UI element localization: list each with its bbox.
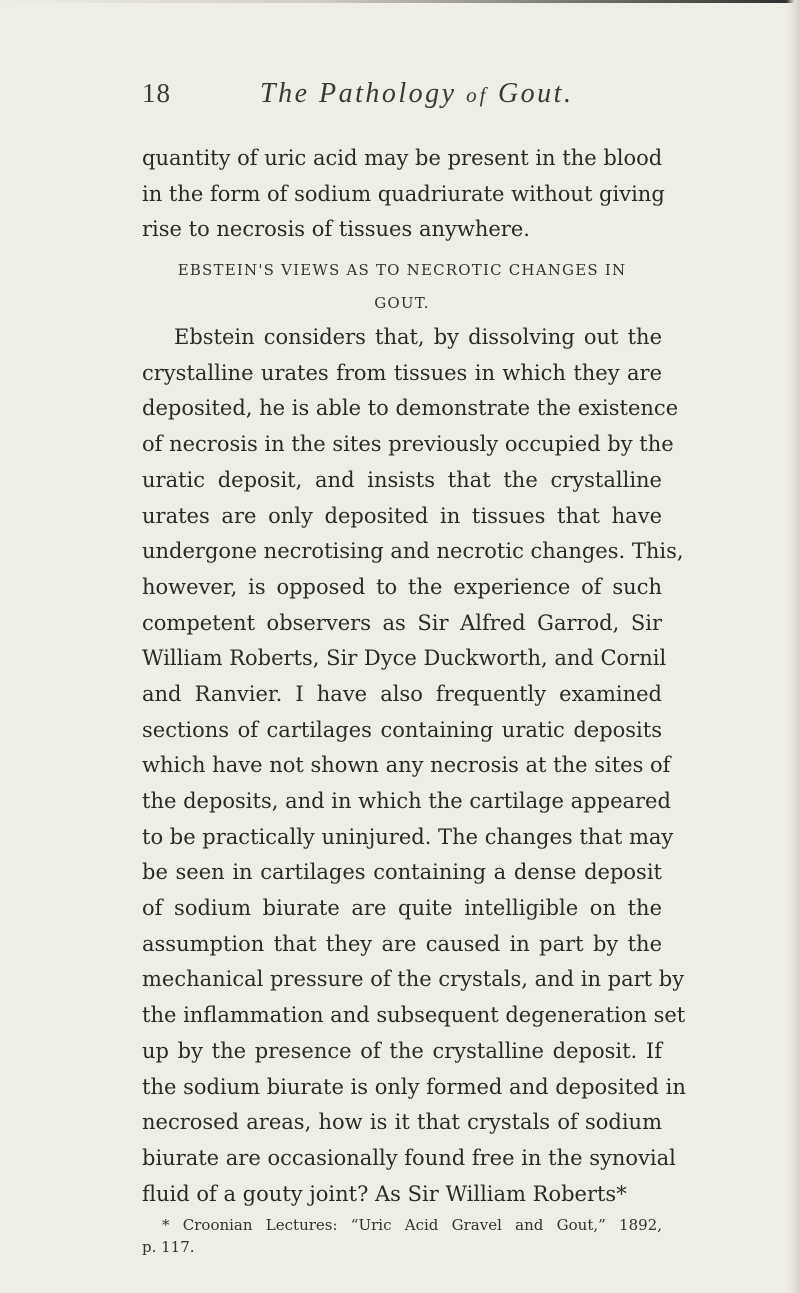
text-line: of necrosis in the sites previously occupied by the bbox=[142, 432, 674, 457]
text-line: mechanical pressure of the crystals, and in part by bbox=[142, 967, 685, 992]
text-line: the deposits, and in which the cartilage appeared bbox=[142, 789, 671, 813]
text-line: biurate are occasionally found free in the synovial bbox=[142, 1145, 676, 1170]
footnote-line: p. 117. bbox=[142, 1238, 195, 1257]
text-line: uratic deposit, and insists that the crystalline bbox=[142, 467, 662, 492]
text-line: William Roberts, Sir Dyce Duckworth, and Cornil bbox=[142, 646, 667, 671]
text-line: deposited, he is able to demonstrate the existence bbox=[142, 396, 679, 421]
page-top-edge bbox=[0, 0, 800, 3]
text-line: competent observers as Sir Alfred Garrod, Sir bbox=[142, 610, 662, 635]
text-line: which have not shown any necrosis at the sites of bbox=[142, 753, 671, 778]
text-line: quantity of uric acid may be present in the blood bbox=[142, 146, 663, 170]
running-header bbox=[142, 70, 662, 110]
heading-line: GOUT. bbox=[374, 294, 430, 313]
text-line: fluid of a gouty joint? As Sir William Roberts* bbox=[142, 1181, 627, 1206]
text-line: sections of cartilages containing uratic deposits bbox=[142, 717, 662, 742]
paragraph-1 bbox=[142, 141, 665, 248]
text-line: up by the presence of the crystalline deposit. If bbox=[142, 1038, 662, 1063]
text-line: in the form of sodium quadriurate without giving bbox=[142, 181, 665, 206]
heading-line: EBSTEIN'S VIEWS AS TO NECROTIC CHANGES IN bbox=[177, 261, 627, 280]
text-line: the inflammation and subsequent degeneration set bbox=[142, 1003, 686, 1028]
text-line: necrosed areas, how is it that crystals of sodium bbox=[142, 1110, 662, 1135]
page-right-edge bbox=[786, 0, 800, 1293]
text-line: rise to necrosis of tissues anywhere. bbox=[142, 217, 530, 242]
text-line: and Ranvier. I have also frequently examined bbox=[142, 681, 662, 706]
running-title bbox=[260, 78, 573, 110]
page-body bbox=[142, 141, 686, 1258]
title-word-of: of bbox=[466, 83, 489, 107]
paragraph-2 bbox=[142, 320, 686, 1212]
text-line: crystalline urates from tissues in which they are bbox=[142, 360, 662, 385]
page-number: 18 bbox=[142, 78, 171, 108]
title-word-gout: Gout. bbox=[497, 78, 574, 109]
text-line: to be practically uninjured. The changes that may bbox=[142, 824, 674, 849]
footnote bbox=[142, 1214, 662, 1258]
text-line: the sodium biurate is only formed and deposited in bbox=[142, 1074, 686, 1099]
text-line: be seen in cartilages containing a dense deposit bbox=[142, 860, 662, 885]
footnote-line: * Croonian Lectures: “Uric Acid Gravel and Gout,” 1892, bbox=[162, 1216, 662, 1235]
text-line: assumption that they are caused in part by the bbox=[142, 931, 662, 956]
text-line: undergone necrotising and necrotic changes. This, bbox=[142, 539, 684, 564]
text-line: Ebstein considers that, by dissolving out the bbox=[174, 325, 662, 350]
text-line: of sodium biurate are quite intelligible on the bbox=[142, 896, 662, 921]
section-heading bbox=[142, 254, 662, 320]
title-word-the: The bbox=[260, 78, 310, 109]
text-line: urates are only deposited in tissues that have bbox=[142, 503, 662, 528]
title-word-pathology: Pathology bbox=[319, 78, 457, 109]
text-line: however, is opposed to the experience of such bbox=[142, 574, 662, 599]
